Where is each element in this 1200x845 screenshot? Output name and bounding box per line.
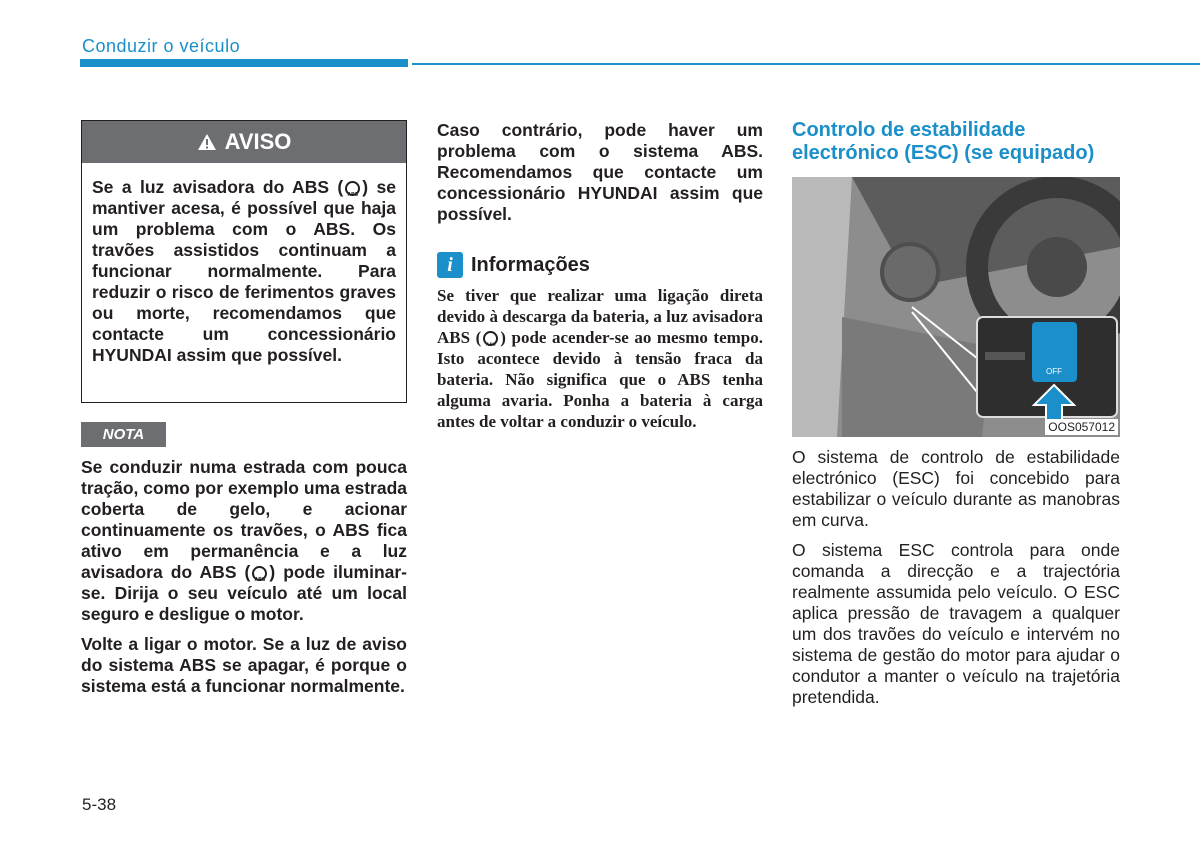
warning-triangle-icon — [197, 133, 217, 151]
running-header: Conduzir o veículo — [82, 36, 241, 56]
image-caption: OOS057012 — [1045, 419, 1118, 435]
warning-text — [82, 163, 406, 366]
continued-paragraph: Caso contrário, pode haver um problema com o sistema ABS. Recomendamos que contacte um concessionário HYUNDAI assim que possível. — [437, 120, 763, 224]
nota-paragraph-1 — [81, 457, 407, 625]
page-number: 5-38 — [82, 795, 117, 814]
warning-box — [81, 120, 407, 403]
abs-warning-icon — [252, 566, 267, 581]
warning-text-part2: ) se mantiver acesa, é possível que haja um problema com o ABS. Os travões assistidos continuam a funcionar normalmente. Para reduzir o risco de ferimentos graves ou morte, recomendamos que contacte um concessionário HYUNDAI assim que possível. — [92, 177, 396, 365]
abs-warning-icon — [483, 331, 498, 346]
esc-paragraph-2: O sistema ESC controla para onde comanda a direcção e a trajectória realmente assumida pelo veículo. O ESC aplica pressão de travagem a qualquer um dos travões do veículo e intervém no sistema de gestão do motor para ajudar o condutor a manter o veículo na trajetória pretendida. — [792, 540, 1120, 707]
info-text — [437, 285, 763, 432]
nota-p1-part2: ) pode iluminar-se. Dirija o seu veículo até um local seguro e desligue o motor. — [81, 562, 407, 624]
warning-title: AVISO — [224, 129, 292, 154]
info-header — [437, 252, 590, 278]
info-title: Informações — [471, 253, 590, 276]
dashboard-illustration — [792, 177, 1120, 437]
abs-warning-icon — [345, 181, 360, 196]
nota-paragraph-2: Volte a ligar o motor. Se a luz de aviso do sistema ABS se apagar, é porque o sistema está a funcionar normalmente. — [81, 634, 407, 696]
section-title: Controlo de estabilidade electrónico (ESC) (se equipado) — [792, 119, 1095, 164]
warning-header — [82, 121, 406, 163]
off-button-label: OFF — [1046, 367, 1062, 376]
info-icon: i — [437, 252, 463, 278]
warning-text-part1: Se a luz avisadora do ABS ( — [92, 177, 344, 197]
esc-text — [792, 447, 1120, 717]
info-text-part1: Se tiver que realizar uma ligação direta devido à descarga da bateria, a luz avisadora ABS ( — [437, 286, 763, 347]
continued-text — [437, 120, 763, 225]
esc-button-photo — [792, 177, 1120, 437]
info-text-part2: ) pode acender-se ao mesmo tempo. Isto acontece devido à tensão fraca da bateria. Não significa que o ABS tenha alguma avaria. Ponha a bateria à carga antes de voltar a conduzir o veículo. — [437, 328, 763, 431]
nota-text — [81, 457, 407, 706]
esc-paragraph-1: O sistema de controlo de estabilidade electrónico (ESC) foi concebido para estabilizar o veículo durante as manobras em curva. — [792, 447, 1120, 530]
header-rule-thin — [412, 63, 1200, 65]
nota-p1-part1: Se conduzir numa estrada com pouca tração, como por exemplo uma estrada coberta de gelo, e acionar continuamente os travões, o ABS fica ativo em permanência e a luz avisadora do ABS ( — [81, 457, 407, 582]
nota-label: NOTA — [81, 422, 166, 447]
header-rule-thick — [80, 59, 408, 67]
